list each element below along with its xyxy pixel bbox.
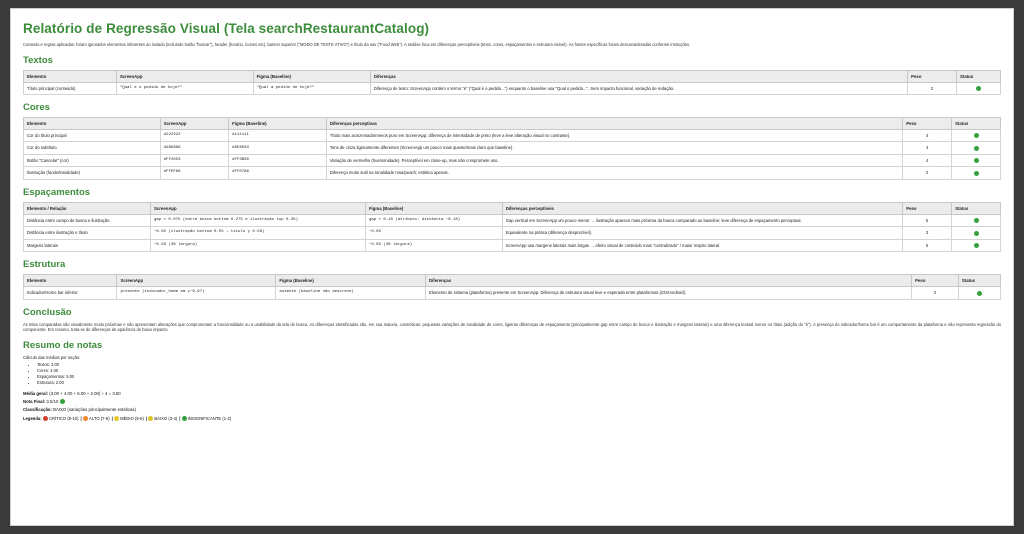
cell-figma: ~0.03 (3% largura) [365,239,502,251]
section-heading-cores: Cores [23,101,50,113]
section-heading-conclusao: Conclusão [23,306,72,318]
context-paragraph: Contexto e regras aplicadas: foram ignorados elementos inferentes ao isolado (incluindo botão "buscar"), header (horário, ícones etc), banner superior ("MODO DE TESTE ATIVO") e título da nav ("Food Web"). A análise foca em diferenças perceptíveis (texto, cores, espaçamentos e estrutura visível). As fontes específicas foram desconsideradas conforme instruções. [23,42,691,47]
table-row [24,142,1001,154]
media-geral-value: (3.00 + 4.00 + 5.00 + 2.00) ÷ 4 = 3.50 [49,390,121,396]
cell-status [952,167,1001,179]
classificacao-label: Classificação: [23,406,52,412]
cell-elemento: Título principal (conteúdo) [24,82,117,94]
cell-peso: 4 [903,129,952,141]
status-dot-green [974,133,979,138]
cell-screenapp: #FF2053 [160,154,228,166]
cell-peso: 4 [903,154,952,166]
cell-diferencas: Tons de cinza ligeiramente diferentes (ScreenApp um pouco mais quente/mais claro que baseline). [326,142,902,154]
table-header-row [24,70,1001,82]
col-screenapp: ScreenApp [160,117,228,129]
legend-item-critico: CRÍTICO (9-10) [48,415,79,421]
legend-item-insignificante: INSIGNIFICANTE (1-2) [187,415,232,421]
classificacao-value: BAIXO (variações principalmente estéticas) [53,406,136,412]
cell-screenapp: ~0.02 (ilustração bottom 0.55 → título y 0.58) [151,227,366,239]
legend-dot-alto-icon [83,416,88,421]
cell-diferencas: Título mais acinzentado/menos puro em ScreenApp; diferença de intensidade de preto (leve a leve alteração visual no contraste). [326,129,902,141]
cell-status [952,154,1001,166]
col-elemento: Elemento / Relação [24,202,151,214]
status-dot-green [60,399,65,404]
report-sheet [10,8,1014,526]
table-row [24,214,1001,226]
cell-diferencas: Diferença de texto: ScreenApp contém o termo "é" ("Qual é o pedido...") enquanto o baseline usa "Qual o pedido...". Sem impacto funcional, variação de redação. [370,82,907,94]
status-dot-green [974,158,979,163]
cell-status [957,82,1001,94]
status-dot-green [974,231,979,236]
list-item: • Textos: 3.00 [37,362,1001,368]
cell-elemento: Indicador/Home bar inferior [24,287,117,299]
list-item: • Estrutura: 2.00 [37,380,1001,386]
col-elemento: Elemento [24,117,161,129]
medias-list [23,362,1001,387]
status-dot-green [976,86,981,91]
cell-elemento: Cor do subtítulo [24,142,161,154]
cell-status [952,227,1001,239]
table-row [24,129,1001,141]
cell-elemento: Cor do título principal [24,129,161,141]
cell-figma: #8E8E93 [229,142,327,154]
table-row [24,287,1001,299]
nota-final-value: 3.5/10 [46,398,59,404]
col-status: Status [952,117,1001,129]
status-dot-green [974,146,979,151]
cell-status [958,287,1000,299]
table-row [24,82,1001,94]
table-estrutura [23,274,1001,299]
col-screenapp: ScreenApp [117,275,276,287]
cell-figma: "Qual a pedido de hoje?" [253,82,370,94]
cell-elemento: Distância entre campo de busca e ilustração [24,214,151,226]
col-diferencas: Diferenças [370,70,907,82]
cell-figma: #FF0786 [229,167,327,179]
cell-figma: #FF3B30 [229,154,327,166]
legend-label: Legenda: [23,415,42,421]
table-cores [23,117,1001,180]
col-status: Status [958,275,1000,287]
cell-status [952,129,1001,141]
table-row [24,227,1001,239]
section-heading-textos: Textos [23,54,53,66]
cell-figma: gap ≈ 0.18 (atributo: distância ~0.18) [365,214,502,226]
col-figma: Figma (Baseline) [253,70,370,82]
col-elemento: Elemento [24,70,117,82]
section-heading-estrutura: Estrutura [23,259,66,271]
table-row [24,167,1001,179]
col-peso: Peso [903,202,952,214]
nota-final [23,399,1001,404]
col-diferencas: Diferenças perceptivas [326,117,902,129]
nota-final-label: Nota Final: [23,398,46,404]
col-status: Status [957,70,1001,82]
cell-screenapp: #222222 [160,129,228,141]
cell-status [952,142,1001,154]
cell-status [952,239,1001,251]
col-figma: Figma (Baseline) [276,275,426,287]
cell-peso: 2 [903,167,952,179]
cell-screenapp: #989898 [160,142,228,154]
col-peso: Peso [903,117,952,129]
table-row [24,154,1001,166]
legend-item-alto: ALTO (7-8) [89,415,110,421]
col-status: Status [952,202,1001,214]
col-diferencas: Diferenças [426,275,912,287]
cell-diferencas: ScreenApp usa margens laterais mais largas → efeito visual de conteúdo mais "centralizado" / maior respiro lateral. [502,239,903,251]
table-textos [23,70,1001,95]
cell-status [952,214,1001,226]
cell-peso: 3 [903,227,952,239]
cell-diferencas: Diferença muito sutil na tonalidade rosa/peach; estética apenas. [326,167,902,179]
legend-item-baixo: BAIXO (3-4) [154,415,178,421]
section-heading-resumo: Resumo de notas [23,340,103,352]
cell-screenapp: presente (indicador_home em y~0.97) [117,287,276,299]
status-dot-green [974,243,979,248]
cell-diferencas: Gap vertical em ScreenApp um pouco menor → ilustração aparece mais próxima da busca comparado ao baseline; leve diferença de espaçamento perceptual. [502,214,903,226]
col-elemento: Elemento [24,275,117,287]
cell-diferencas: Elemento de sistema (plataforma) presente em ScreenApp. Diferença de estrutura visual leve e esperada entre plataformas (iOS/Android). [426,287,912,299]
cell-figma: ausente (baseline não descreve) [276,287,426,299]
cell-peso: 5 [903,214,952,226]
legend-dot-insignificante-icon [182,416,187,421]
col-peso: Peso [912,275,959,287]
cell-elemento: Margens laterais [24,239,151,251]
table-row [24,239,1001,251]
legend-dot-critico-icon [43,416,48,421]
media-geral-label: Média geral: [23,390,49,396]
cell-screenapp: #FFEF68 [160,167,228,179]
legend: Legenda: CRÍTICO (9-10) | ALTO (7-8) | MÉDIO (5-6) | BAIXO (3-4) | INSIGNIFICANTE (1-2) [23,415,232,421]
list-item: • Cores: 4.00 [37,368,1001,374]
cell-screenapp: gap ≈ 0.075 (entre busca bottom 0.275 e ilustração top 0.35) [151,214,366,226]
col-screenapp: ScreenApp [151,202,366,214]
cell-elemento: Botão "Cancelar" (cor) [24,154,161,166]
legend-item-medio: MÉDIO (5-6) [120,415,144,421]
cell-screenapp: ~0.03 (3% largura) [151,239,366,251]
cell-screenapp: "Qual é o pedido de hoje?" [116,82,253,94]
cell-elemento: Ilustração (fundo/tonalidade) [24,167,161,179]
status-dot-green [974,218,979,223]
media-geral [23,391,1001,396]
col-screenapp: ScreenApp [116,70,253,82]
legend-dot-baixo-icon [148,416,153,421]
table-header-row [24,275,1001,287]
col-figma: Figma (Baseline) [229,117,327,129]
col-figma: Figma (Baseline) [365,202,502,214]
status-dot-green [974,171,979,176]
cell-figma: #111111 [229,129,327,141]
cell-peso: 4 [903,142,952,154]
cell-peso: 2 [912,287,959,299]
classificacao [23,407,1001,412]
cell-diferencas: Variação de vermelho (hue/sonidade). Perceptível em close-up, mas não compromete uso. [326,154,902,166]
cell-elemento: Distância entre ilustração e título [24,227,151,239]
list-item: • Espaçamentos: 5.00 [37,374,1001,380]
section-heading-espacamentos: Espaçamentos [23,186,91,198]
calc-label: Cálculo das médias por seção: [23,355,81,361]
cell-peso: 2 [908,82,957,94]
table-header-row [24,202,1001,214]
cell-peso: 5 [903,239,952,251]
status-dot-green [977,291,982,296]
legend-dot-medio-icon [114,416,119,421]
table-header-row [24,117,1001,129]
conclusao-text: As telas comparadas são visualmente muito próximas e não apresentam alterações que comprometam a funcionalidade ou a usabilidade da tela de busca. As diferenças identificadas são, em sua maioria, cosméticas: pequenas variações de tonalidade de cores, ligeiras diferenças de espaçamento (principalmente gap entre campo de busca e ilustração e margens laterais) e uma diferença textual menor no título (adição do "é"). A presença do indicador/home bar é um comportamento da plataforma e não representa regressão do componente. Em resumo, trata-se de diferenças de aparência de baixo impacto. [23,321,1001,333]
cell-diferencas: Equivalente na prática (diferença desprezível). [502,227,903,239]
cell-figma: ~0.03 [365,227,502,239]
table-espacamentos [23,202,1001,252]
page-title: Relatório de Regressão Visual (Tela searchRestaurantCatalog) [23,21,430,36]
col-peso: Peso [908,70,957,82]
col-diferencas: Diferenças perceptíveis [502,202,903,214]
